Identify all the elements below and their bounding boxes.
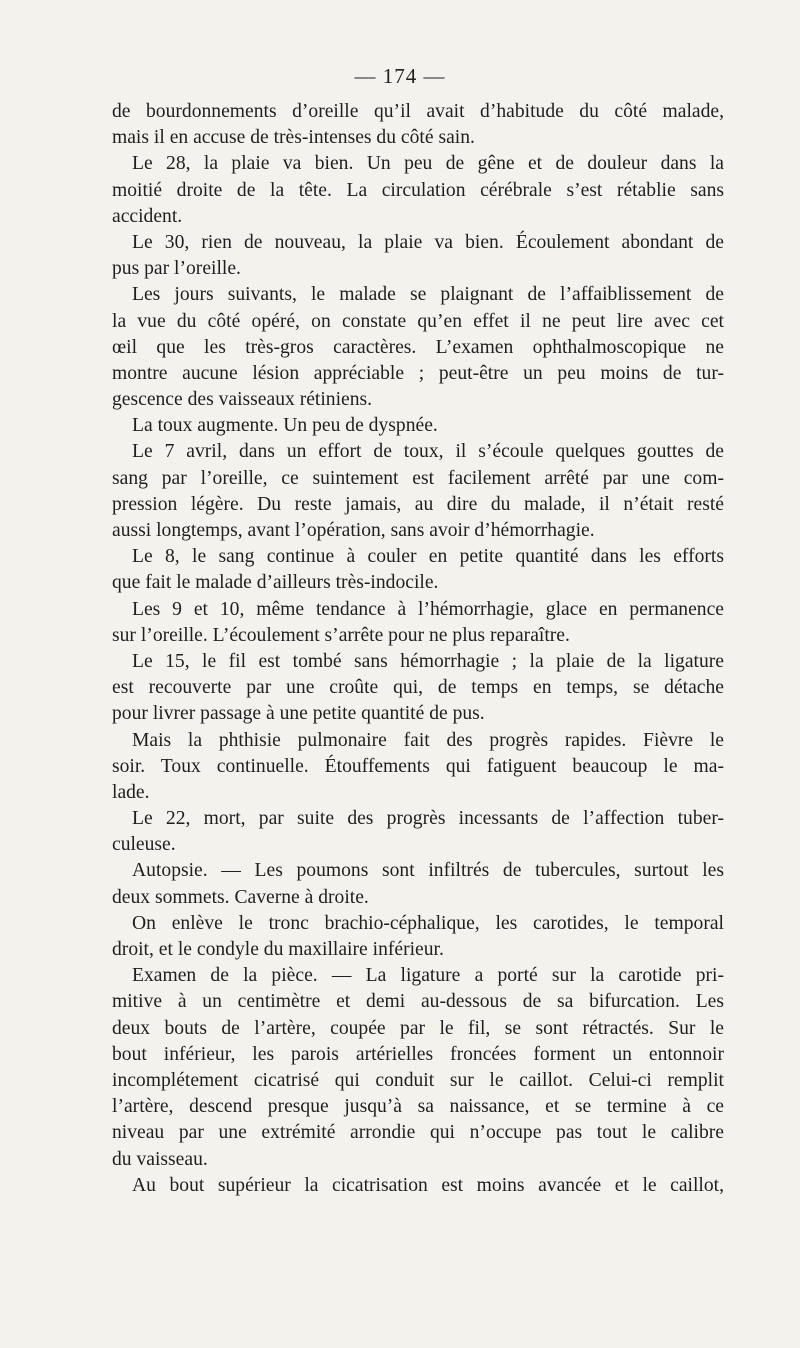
text-line: la vue du côté opéré, on constate qu’en effet il ne peut lire avec cet — [112, 310, 724, 332]
text-line: culeuse. — [112, 834, 176, 856]
text-line: incomplétement cicatrisé qui conduit sur le caillot. Celui-ci remplit — [112, 1069, 724, 1091]
text-line: Le 30, rien de nouveau, la plaie va bien. Écoulement abondant de — [132, 231, 724, 253]
text-line: soir. Toux continuelle. Étouffements qui fatiguent beaucoup le ma- — [112, 755, 724, 777]
text-line: montre aucune lésion appréciable ; peut-être un peu moins de tur- — [112, 362, 724, 384]
text-line: l’artère, descend presque jusqu’à sa naissance, et se termine à ce — [112, 1096, 724, 1118]
text-line: On enlève le tronc brachio-céphalique, les carotides, le temporal — [132, 912, 724, 934]
text-line: pus par l’oreille. — [112, 258, 241, 280]
text-line: sur l’oreille. L’écoulement s’arrête pour ne plus reparaître. — [112, 624, 570, 646]
text-line: deux bouts de l’artère, coupée par le fil, se sont rétractés. Sur le — [112, 1017, 724, 1039]
text-line: Autopsie. — Les poumons sont infiltrés de tubercules, surtout les — [132, 860, 724, 882]
text-line: de bourdonnements d’oreille qu’il avait d’habitude du côté malade, — [112, 101, 724, 122]
text-line: Le 28, la plaie va bien. Un peu de gêne et de douleur dans la — [132, 153, 724, 175]
text-line: Le 8, le sang continue à couler en petite quantité dans les efforts — [132, 546, 724, 568]
text-line: Mais la phthisie pulmonaire fait des progrès rapides. Fièvre le — [132, 729, 724, 751]
text-line: Les 9 et 10, même tendance à l’hémorrhagie, glace en permanence — [132, 598, 724, 620]
text-line: Au bout supérieur la cicatrisation est moins avancée et le caillot, — [132, 1174, 724, 1196]
text-line: Le 7 avril, dans un effort de toux, il s’écoule quelques gouttes de — [132, 441, 724, 463]
text-line: Examen de la pièce. — La ligature a porté sur la carotide pri- — [132, 965, 724, 987]
text-line: que fait le malade d’ailleurs très-indocile. — [112, 572, 439, 594]
text-line: mitive à un centimètre et demi au-dessous de sa bifurcation. Les — [112, 991, 724, 1013]
text-line: Le 22, mort, par suite des progrès incessants de l’affection tuber- — [132, 808, 724, 830]
text-line: La toux augmente. Un peu de dyspnée. — [132, 415, 438, 437]
text-line: Les jours suivants, le malade se plaignant de l’affaiblissement de — [132, 284, 724, 306]
text-line: mais il en accuse de très-intenses du côté sain. — [112, 127, 475, 149]
text-line: pour livrer passage à une petite quantité de pus. — [112, 703, 485, 725]
text-line: aussi longtemps, avant l’opération, sans avoir d’hémorrhagie. — [112, 520, 595, 541]
text-line: du vaisseau. — [112, 1148, 208, 1170]
text-line: droit, et le condyle du maxillaire inférieur. — [112, 939, 444, 960]
text-line: est recouverte par une croûte qui, de temps en temps, se détache — [112, 677, 724, 699]
text-line: pression légère. Du reste jamais, au dire du malade, il n’était resté — [112, 493, 724, 515]
text-line: œil que les très-gros caractères. L’examen ophthalmoscopique ne — [112, 336, 724, 358]
text-line: moitié droite de la tête. La circulation cérébrale s’est rétablie sans — [112, 179, 724, 201]
text-line: lade. — [112, 781, 150, 803]
text-line: niveau par une extrémité arrondie qui n’occupe pas tout le calibre — [112, 1122, 724, 1144]
text-line: accident. — [112, 205, 183, 227]
text-line: gescence des vaisseaux rétiniens. — [112, 389, 373, 411]
text-line: deux sommets. Caverne à droite. — [112, 886, 369, 908]
text-line: Le 15, le fil est tombé sans hémorrhagie ; la plaie de la ligature — [132, 650, 724, 672]
body-text — [112, 99, 724, 1199]
text-line: sang par l’oreille, ce suintement est facilement arrêté par une com- — [112, 467, 724, 489]
text-line: bout inférieur, les parois artérielles froncées forment un entonnoir — [112, 1043, 724, 1065]
page-number: — 174 — — [354, 64, 446, 88]
